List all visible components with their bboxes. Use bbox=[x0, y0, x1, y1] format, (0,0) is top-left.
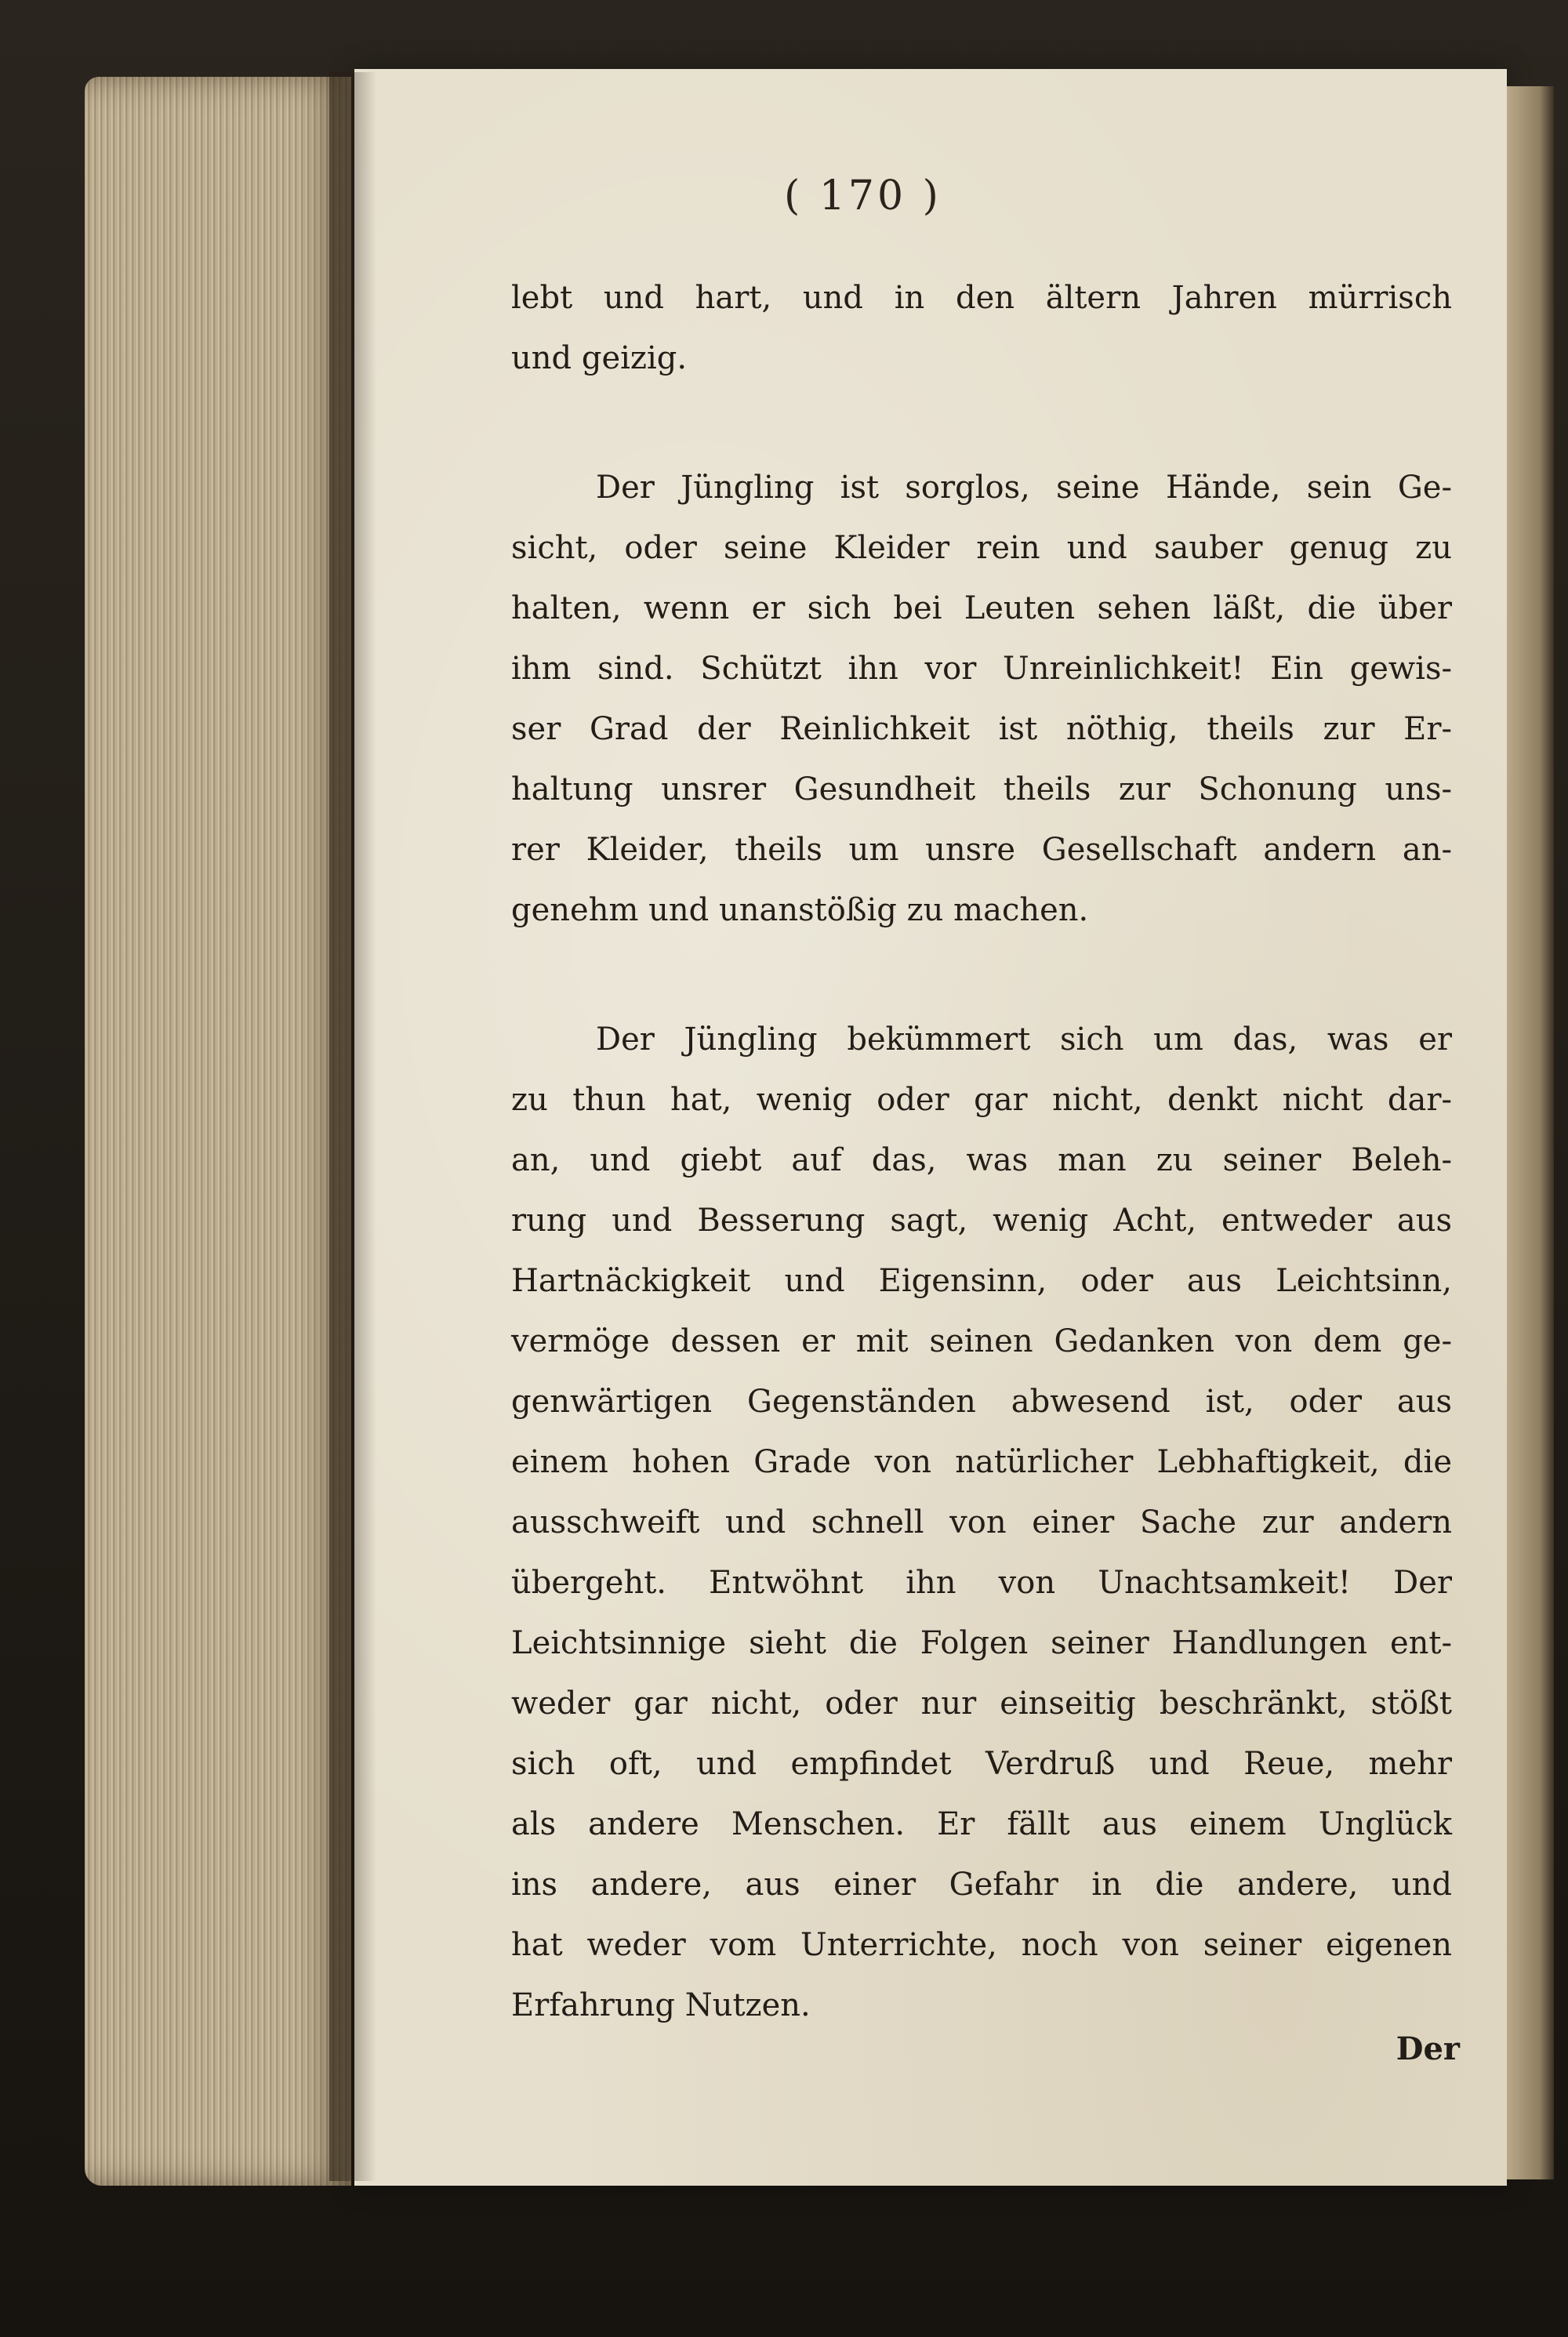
text-line: weder gar nicht, oder nur einseitig beschränkt, stößt bbox=[511, 1686, 1452, 1722]
paragraph bbox=[511, 1010, 1452, 2036]
text-line: Leichtsinnige sieht die Folgen seiner Handlungen ent- bbox=[511, 1625, 1452, 1661]
page-number: ( 170 ) bbox=[784, 172, 942, 220]
text-line: haltung unsrer Gesundheit theils zur Schonung uns- bbox=[511, 771, 1452, 807]
text-line: an, und giebt auf das, was man zu seiner Beleh- bbox=[511, 1142, 1452, 1178]
page-text bbox=[511, 182, 1452, 2036]
text-line: sicht, oder seine Kleider rein und sauber genug zu bbox=[511, 530, 1452, 566]
text-line: vermöge dessen er mit seinen Gedanken von dem ge- bbox=[511, 1323, 1452, 1359]
text-line: genehm und unanstößig zu machen. bbox=[511, 892, 1089, 928]
text-line: genwärtigen Gegenständen abwesend ist, oder aus bbox=[511, 1384, 1452, 1420]
text-line: rung und Besserung sagt, wenig Acht, entweder aus bbox=[511, 1203, 1452, 1239]
text-line: halten, wenn er sich bei Leuten sehen läßt, die über bbox=[511, 590, 1452, 626]
text-line: Erfahrung Nutzen. bbox=[511, 1987, 811, 2023]
text-line: zu thun hat, wenig oder gar nicht, denkt nicht dar- bbox=[511, 1082, 1452, 1118]
text-line: Der Jüngling bekümmert sich um das, was er bbox=[596, 1022, 1452, 1058]
text-line: ihm sind. Schützt ihn vor Unreinlichkeit! Ein gewis- bbox=[511, 651, 1452, 687]
facing-page-edge bbox=[1507, 86, 1554, 2179]
text-line: rer Kleider, theils um unsre Gesellschaft andern an- bbox=[511, 832, 1452, 868]
text-line: Hartnäckigkeit und Eigensinn, oder aus Leichtsinn, bbox=[511, 1263, 1452, 1299]
paragraph bbox=[511, 268, 1452, 389]
text-line: übergeht. Entwöhnt ihn von Unachtsamkeit! Der bbox=[511, 1565, 1452, 1601]
text-line: lebt und hart, und in den ältern Jahren mürrisch bbox=[511, 280, 1452, 316]
text-line: einem hohen Grade von natürlicher Lebhaftigkeit, die bbox=[511, 1444, 1452, 1480]
text-line: und geizig. bbox=[511, 340, 688, 376]
text-line: ausschweift und schnell von einer Sache zur andern bbox=[511, 1504, 1452, 1540]
text-line: hat weder vom Unterrichte, noch von seiner eigenen bbox=[511, 1927, 1452, 1963]
text-line: sich oft, und empfindet Verdruß und Reue, mehr bbox=[511, 1746, 1452, 1782]
text-line: Der Jüngling ist sorglos, seine Hände, sein Ge- bbox=[596, 470, 1452, 506]
paragraph bbox=[511, 458, 1452, 941]
text-line: ser Grad der Reinlichkeit ist nöthig, theils zur Er- bbox=[511, 711, 1452, 747]
text-line: als andere Menschen. Er fällt aus einem Unglück bbox=[511, 1806, 1452, 1842]
gutter-shadow bbox=[329, 72, 376, 2181]
catchword: Der bbox=[1396, 2030, 1460, 2067]
text-line: ins andere, aus einer Gefahr in die andere, und bbox=[511, 1867, 1452, 1903]
book-fore-edge bbox=[85, 77, 351, 2186]
